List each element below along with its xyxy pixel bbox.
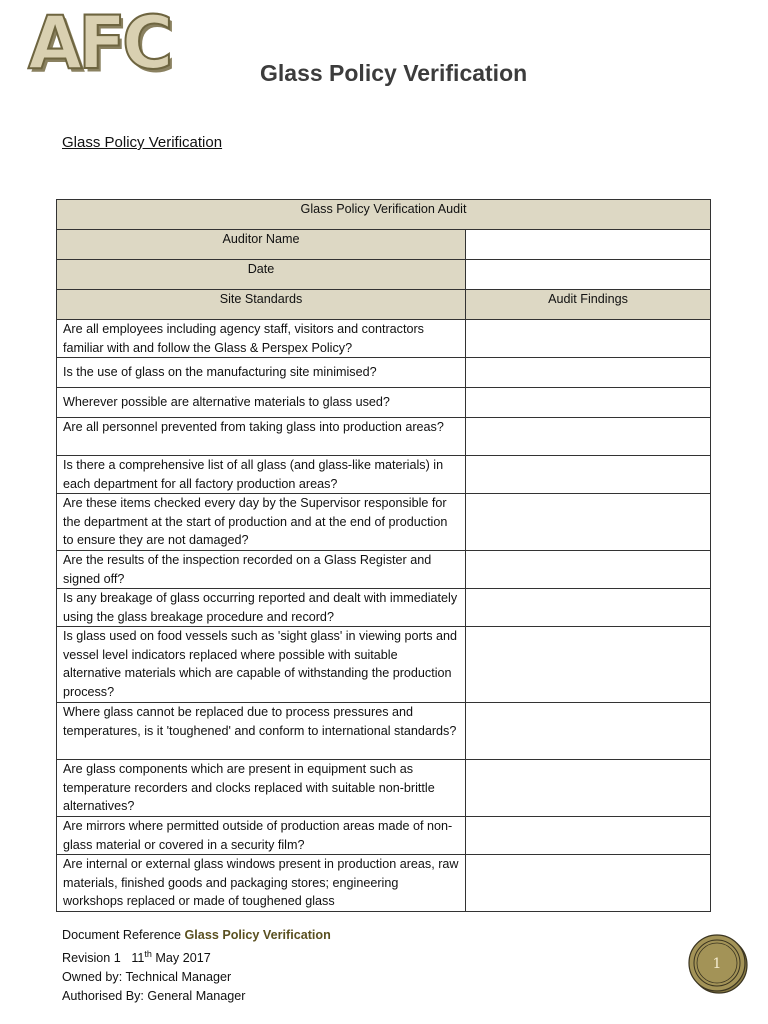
revision-date-day: 11 [131, 951, 145, 966]
finding-cell[interactable] [466, 358, 711, 388]
question-cell: Is the use of glass on the manufacturing site minimised? [57, 358, 466, 388]
table-row [57, 358, 711, 388]
revision-line [62, 945, 331, 968]
question-cell: Are all personnel prevented from taking glass into production areas? [57, 418, 466, 456]
auditor-label: Auditor Name [57, 230, 466, 260]
doc-reference-label: Document Reference [62, 928, 182, 942]
auditor-row [57, 230, 711, 260]
finding-cell[interactable] [466, 320, 711, 358]
question-cell: Is glass used on food vessels such as 'sight glass' in viewing ports and vessel level indicators replaced where possible with suitable alternative materials which are capable of withstanding the production process? [57, 627, 466, 703]
question-cell: Are the results of the inspection recorded on a Glass Register and signed off? [57, 551, 466, 589]
date-label: Date [57, 260, 466, 290]
question-cell: Are all employees including agency staff, visitors and contractors familiar with and follow the Glass & Perspex Policy? [57, 320, 466, 358]
question-cell: Are these items checked every day by the Supervisor responsible for the department at the start of production and at the end of production to ensure they are not damaged? [57, 494, 466, 551]
table-row [57, 817, 711, 855]
table-row [57, 418, 711, 456]
doc-reference-line [62, 926, 331, 945]
question-cell: Are mirrors where permitted outside of production areas made of non-glass material or covered in a security film? [57, 817, 466, 855]
table-row [57, 760, 711, 817]
finding-cell[interactable] [466, 589, 711, 627]
question-cell: Is there a comprehensive list of all glass (and glass-like materials) in each department for all factory production areas? [57, 456, 466, 494]
finding-cell[interactable] [466, 418, 711, 456]
revision-text: Revision 1 [62, 951, 121, 966]
date-row [57, 260, 711, 290]
table-row [57, 456, 711, 494]
finding-cell[interactable] [466, 627, 711, 703]
finding-cell[interactable] [466, 760, 711, 817]
audit-table [56, 199, 711, 912]
date-field[interactable] [466, 260, 711, 290]
doc-reference-value: Glass Policy Verification [184, 928, 331, 942]
document-footer [62, 926, 331, 1006]
finding-cell[interactable] [466, 494, 711, 551]
table-row [57, 855, 711, 912]
authorised-by: Authorised By: General Manager [62, 989, 246, 1004]
column-header-standards: Site Standards [57, 290, 466, 320]
question-cell: Where glass cannot be replaced due to process pressures and temperatures, is it 'toughened' and conform to international standards? [57, 703, 466, 760]
column-header-row [57, 290, 711, 320]
section-heading: Glass Policy Verification [62, 134, 223, 151]
company-logo: AFC [28, 0, 170, 87]
finding-cell[interactable] [466, 551, 711, 589]
document-title: Glass Policy Verification [260, 60, 528, 86]
question-cell: Wherever possible are alternative materials to glass used? [57, 388, 466, 418]
table-row [57, 320, 711, 358]
auditor-field[interactable] [466, 230, 711, 260]
table-row [57, 589, 711, 627]
page-number-seal [686, 932, 748, 994]
revision-date-rest: May 2017 [155, 951, 211, 966]
table-row [57, 494, 711, 551]
finding-cell[interactable] [466, 817, 711, 855]
finding-cell[interactable] [466, 388, 711, 418]
finding-cell[interactable] [466, 456, 711, 494]
question-cell: Are internal or external glass windows present in production areas, raw materials, finished goods and packaging stores; engineering workshops replaced or made of toughened glass [57, 855, 466, 912]
question-cell: Are glass components which are present in equipment such as temperature recorders and clocks replaced with suitable non-brittle alternatives? [57, 760, 466, 817]
table-row [57, 551, 711, 589]
audit-title: Glass Policy Verification Audit [57, 200, 711, 230]
column-header-findings: Audit Findings [466, 290, 711, 320]
revision-date-suffix: th [144, 949, 152, 959]
finding-cell[interactable] [466, 855, 711, 912]
audit-title-row [57, 200, 711, 230]
table-row [57, 388, 711, 418]
owned-by: Owned by: Technical Manager [62, 970, 232, 985]
finding-cell[interactable] [466, 703, 711, 760]
table-row [57, 627, 711, 703]
question-cell: Is any breakage of glass occurring reported and dealt with immediately using the glass breakage procedure and record? [57, 589, 466, 627]
table-row [57, 703, 711, 760]
page-number: 1 [712, 956, 722, 972]
